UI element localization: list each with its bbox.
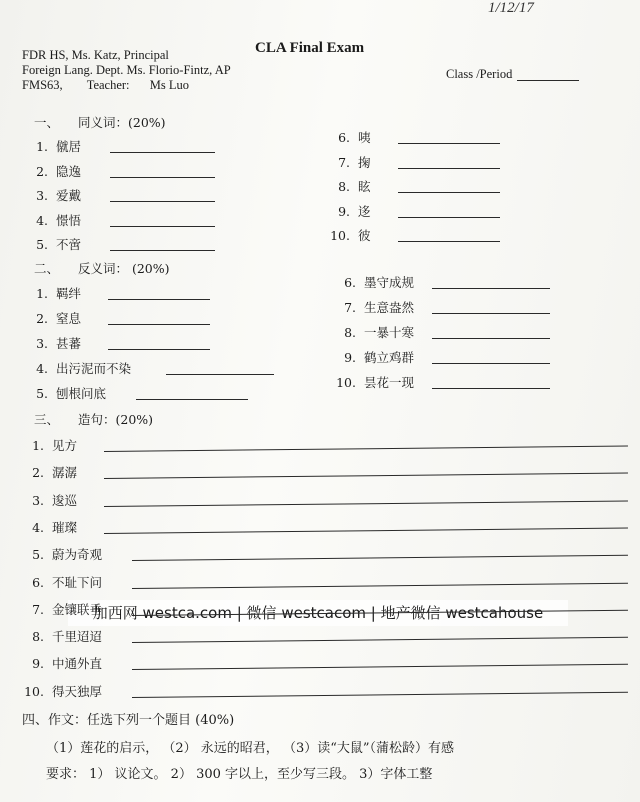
teacher-label: Teacher:	[86, 78, 130, 92]
antonym-left-item	[26, 384, 106, 402]
antonym-right-item	[334, 298, 414, 316]
synonym-left-number: 5.	[36, 237, 48, 252]
sentence-word: 见方	[52, 438, 78, 453]
antonym-left-answer-line[interactable]	[136, 399, 248, 400]
antonym-left-item	[26, 309, 81, 327]
synonym-left-item	[26, 186, 81, 204]
antonym-left-answer-line[interactable]	[108, 299, 210, 300]
sentence-word: 不耻下问	[52, 574, 103, 590]
antonym-right-item	[334, 348, 414, 366]
synonym-left-word: 隐逸	[56, 163, 82, 179]
antonym-left-number: 2.	[36, 311, 48, 326]
sentence-word: 蔚为奇观	[52, 547, 103, 563]
antonym-right-number: 9.	[344, 350, 356, 365]
synonym-left-item	[26, 137, 81, 155]
section4-heading: 四、作文：任选下列一个题目 (40%)	[22, 713, 235, 728]
sentence-number: 5.	[32, 547, 44, 563]
synonym-right-number: 6.	[338, 130, 350, 145]
sentence-number: 1.	[32, 438, 44, 453]
synonym-left-number: 3.	[36, 188, 48, 203]
antonym-right-answer-line[interactable]	[432, 313, 550, 314]
synonym-right-item	[328, 202, 371, 220]
synonym-left-answer-line[interactable]	[110, 152, 215, 153]
sentence-word: 千里迢迢	[52, 629, 103, 645]
synonym-left-answer-line[interactable]	[110, 226, 215, 227]
section3-marker: 三、	[34, 412, 60, 427]
sentence-word: 得天独厚	[52, 683, 103, 699]
sentence-answer-line[interactable]	[132, 664, 628, 670]
antonym-left-word: 甚蕃	[56, 336, 82, 351]
synonym-right-answer-line[interactable]	[398, 168, 500, 169]
antonym-left-item	[26, 359, 131, 377]
antonym-right-word: 鹤立鸡群	[364, 350, 415, 365]
antonym-right-word: 昙花一现	[364, 375, 415, 390]
synonym-right-item	[328, 128, 371, 146]
synonym-left-word: 不啻	[56, 237, 82, 252]
antonym-left-word: 刨根问底	[56, 386, 107, 401]
antonym-right-word: 一暴十寒	[364, 325, 415, 340]
class-period-label: Class /Period	[446, 67, 513, 81]
antonym-left-number: 5.	[36, 386, 48, 401]
antonym-right-answer-line[interactable]	[432, 338, 550, 339]
antonym-right-number: 6.	[344, 275, 356, 290]
synonym-left-number: 2.	[36, 163, 48, 179]
section3-label: 造句：(20%)	[78, 412, 154, 427]
sentence-answer-line[interactable]	[104, 473, 628, 479]
antonym-left-number: 1.	[36, 286, 48, 301]
synonym-right-item	[328, 153, 371, 171]
synonym-right-answer-line[interactable]	[398, 143, 500, 144]
sentence-answer-line[interactable]	[132, 582, 628, 588]
synonym-left-answer-line[interactable]	[110, 177, 215, 178]
antonym-right-word: 生意盎然	[364, 300, 415, 315]
antonym-right-number: 10.	[336, 375, 356, 390]
synonym-right-answer-line[interactable]	[398, 192, 500, 193]
class-period-line	[517, 80, 579, 81]
antonym-left-answer-line[interactable]	[108, 324, 210, 325]
antonym-left-answer-line[interactable]	[108, 349, 210, 350]
teacher-name: Ms Luo	[149, 78, 190, 92]
sentence-word: 中通外直	[52, 656, 103, 672]
essay-requirements: 要求： 1） 议论文。 2） 300 字以上，至少写三段。 3）字体工整	[46, 767, 433, 782]
sentence-item	[22, 518, 77, 536]
sentence-item	[22, 491, 77, 509]
synonym-left-word: 爱戴	[56, 188, 82, 203]
synonym-left-number: 4.	[36, 212, 48, 228]
sentence-word: 逡巡	[52, 492, 78, 508]
sentence-answer-line[interactable]	[104, 500, 628, 506]
antonym-right-number: 7.	[344, 300, 356, 315]
department-line: Foreign Lang. Dept. Ms. Florio-Fintz, AP	[22, 63, 231, 77]
sentence-number: 8.	[32, 629, 44, 645]
synonym-right-number: 7.	[338, 154, 350, 170]
synonym-right-word: 迻	[358, 203, 371, 219]
synonym-left-word: 僦居	[56, 139, 82, 154]
antonym-left-number: 4.	[36, 361, 48, 376]
synonym-right-word: 眩	[358, 179, 371, 194]
synonym-left-word: 憬悟	[56, 212, 82, 228]
antonym-left-item	[26, 334, 81, 352]
antonym-left-word: 出污泥而不染	[56, 361, 132, 376]
synonym-right-answer-line[interactable]	[398, 217, 500, 218]
synonym-left-item	[26, 162, 81, 180]
sentence-item	[22, 682, 102, 700]
sentence-item	[22, 600, 102, 618]
antonym-left-number: 3.	[36, 336, 48, 351]
sentence-number: 6.	[32, 574, 44, 590]
synonym-right-word: 咦	[358, 130, 371, 145]
antonym-right-number: 8.	[344, 325, 356, 340]
antonym-left-word: 羁绊	[56, 286, 82, 301]
antonym-left-answer-line[interactable]	[166, 374, 274, 375]
sentence-number: 3.	[32, 492, 44, 508]
sentence-number: 7.	[32, 601, 44, 617]
antonym-right-item	[334, 323, 414, 341]
essay-topics: （1）莲花的启示， （2） 永远的昭君， （3）读“大鼠”（蒲松龄）有感	[46, 741, 455, 756]
synonym-right-item	[328, 177, 371, 195]
antonym-right-answer-line[interactable]	[432, 388, 550, 389]
synonym-right-word: 掬	[358, 154, 371, 170]
sentence-number: 9.	[32, 656, 44, 672]
antonym-right-answer-line[interactable]	[432, 288, 550, 289]
antonym-right-word: 墨守成规	[364, 275, 415, 290]
sentence-word: 潺潺	[52, 465, 78, 481]
synonym-right-answer-line[interactable]	[398, 241, 500, 242]
sentence-word: 璀璨	[52, 519, 78, 535]
synonym-right-number: 10.	[330, 228, 350, 243]
synonym-left-item	[26, 235, 81, 253]
sentence-answer-line[interactable]	[104, 446, 628, 452]
section2-marker: 二、	[34, 261, 60, 276]
course-code: FMS63,	[22, 78, 63, 92]
synonym-left-item	[26, 211, 81, 229]
synonym-left-answer-line[interactable]	[110, 201, 215, 202]
antonym-right-item	[334, 373, 414, 391]
sentence-number: 2.	[32, 465, 44, 481]
sentence-item	[22, 573, 102, 591]
exam-title: CLA Final Exam	[255, 40, 365, 56]
sentence-item	[22, 545, 102, 563]
synonym-right-word: 彼	[358, 228, 371, 243]
sentence-item	[22, 627, 102, 645]
sentence-answer-line[interactable]	[104, 527, 628, 533]
handwritten-date: 1/12/17	[488, 0, 534, 16]
sentence-number: 4.	[32, 519, 44, 535]
section2-label: 反义词： (20%)	[78, 261, 170, 276]
synonym-right-item	[328, 226, 371, 244]
sentence-answer-line[interactable]	[132, 691, 628, 697]
sentence-word: 金镶联垂	[52, 601, 103, 617]
section1-marker: 一、	[34, 115, 60, 130]
sentence-item	[22, 436, 77, 454]
section1-label: 同义词：(20%)	[78, 115, 166, 130]
sentence-item	[22, 463, 77, 481]
sentence-number: 10.	[24, 683, 44, 699]
synonym-left-answer-line[interactable]	[110, 250, 215, 251]
antonym-right-answer-line[interactable]	[432, 363, 550, 364]
synonym-right-number: 9.	[338, 203, 350, 219]
course-line	[22, 78, 189, 93]
synonym-right-number: 8.	[338, 179, 350, 194]
sentence-answer-line[interactable]	[132, 555, 628, 561]
school-line: FDR HS, Ms. Katz, Principal	[22, 48, 169, 62]
antonym-left-word: 窒息	[56, 311, 82, 326]
antonym-right-item	[334, 273, 414, 291]
antonym-left-item	[26, 284, 81, 302]
synonym-left-number: 1.	[36, 139, 48, 154]
sentence-item	[22, 654, 102, 672]
sentence-answer-line[interactable]	[132, 637, 628, 643]
watermark-banner: 加西网 westca.com | 微信 westcacom | 地产微信 westcahouse	[68, 600, 568, 626]
